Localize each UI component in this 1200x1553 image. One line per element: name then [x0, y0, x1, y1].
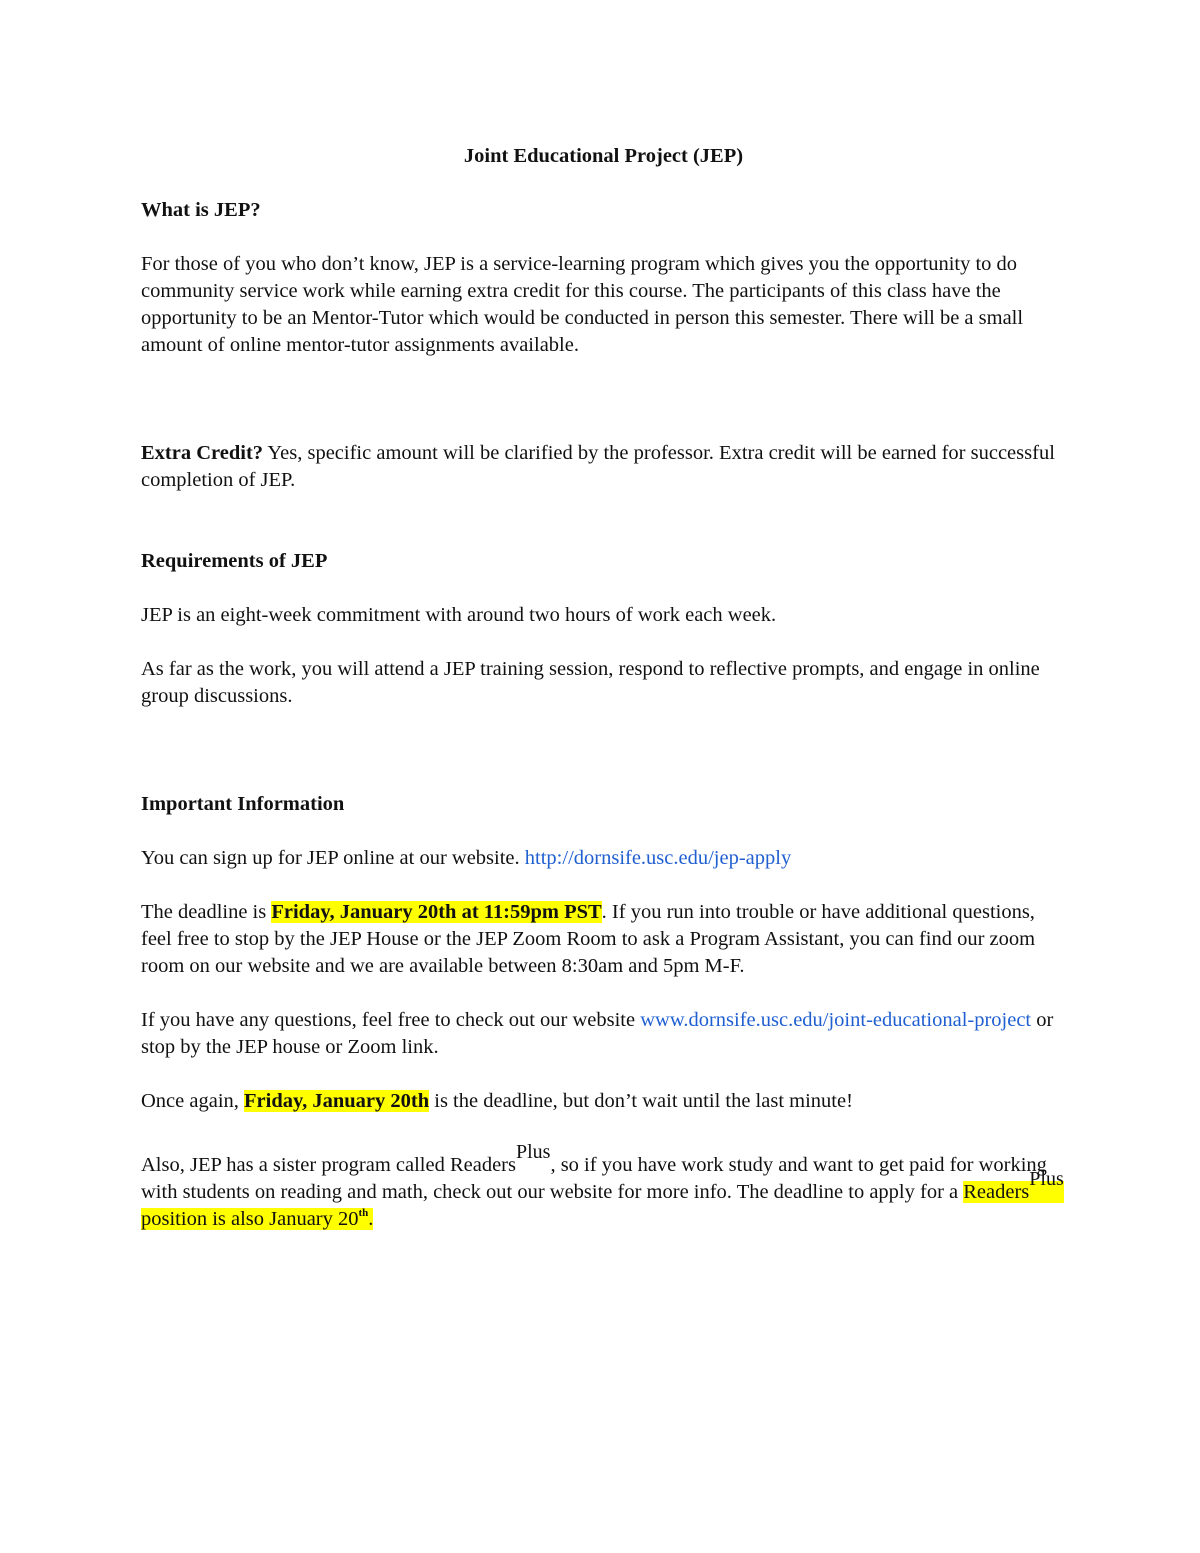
- jep-apply-link[interactable]: http://dornsife.usc.edu/jep-apply: [524, 847, 792, 869]
- extra-credit-label: Extra Credit?: [141, 442, 264, 464]
- paragraph-what-is-jep: For those of you who don’t know, JEP is a service-learning program which gives you the opportunity to do community service work while earning extra credit for this course. The participants of this class have the opportunity to be an Mentor-Tutor which would be conducted in person this semester. There will be a small amount of online mentor-tutor assignments available.: [141, 253, 1024, 356]
- extra-credit-body: Yes, specific amount will be clarified by the professor. Extra credit will be earned for successful completion of JEP.: [141, 442, 1055, 491]
- hl-th-superscript: th: [358, 1207, 369, 1219]
- again-highlight: Friday, January 20th: [244, 1090, 430, 1112]
- hl-rest: position is also January 20: [141, 1208, 359, 1230]
- paragraph-readers-plus: [141, 1141, 1066, 1233]
- again-prefix: Once again,: [141, 1090, 245, 1112]
- document-title: Joint Educational Project (JEP): [463, 145, 744, 167]
- paragraph-questions: [141, 1007, 1066, 1061]
- questions-suffix: or stop by the JEP house or Zoom link.: [141, 1009, 1054, 1058]
- heading-important-information: Important Information: [141, 793, 345, 815]
- document-page: [141, 143, 1066, 1233]
- paragraph-extra-credit: [141, 440, 1066, 494]
- paragraph-requirements-2: As far as the work, you will attend a JEP training session, respond to reflective prompts, and engage in online group discussions.: [141, 658, 1040, 707]
- also-prefix: Also, JEP has a sister program called Readers: [141, 1154, 516, 1176]
- paragraph-signup: [141, 845, 1066, 872]
- readers-plus-superscript: Plus: [515, 1141, 551, 1163]
- paragraph-deadline: [141, 899, 1066, 980]
- jep-website-link[interactable]: www.dornsife.usc.edu/joint-educational-project: [640, 1009, 1032, 1031]
- hl-end: .: [368, 1208, 374, 1230]
- deadline-highlight: Friday, January 20th at 11:59pm PST: [271, 901, 602, 923]
- heading-requirements: Requirements of JEP: [141, 550, 328, 572]
- paragraph-once-again: [141, 1088, 1066, 1115]
- deadline-prefix: The deadline is: [141, 901, 272, 923]
- hl-plus-superscript: Plus: [1029, 1168, 1064, 1190]
- paragraph-requirements-1: JEP is an eight-week commitment with around two hours of work each week.: [141, 604, 777, 626]
- hl-readers: Readers: [963, 1181, 1030, 1203]
- deadline-suffix: . If you run into trouble or have additional questions, feel free to stop by the JEP House or the JEP Zoom Room to ask a Program Assistant, you can find our zoom room on our website and we are available between 8:30am and 5pm M-F.: [141, 901, 1036, 977]
- signup-text: You can sign up for JEP online at our website.: [141, 847, 525, 869]
- heading-what-is-jep: What is JEP?: [141, 199, 261, 221]
- questions-prefix: If you have any questions, feel free to check out our website: [141, 1009, 641, 1031]
- also-middle: , so if you have work study and want to get paid for working with students on reading and math, check out our website for more info. The deadline to apply for a: [141, 1154, 1047, 1203]
- again-suffix: is the deadline, but don’t wait until the last minute!: [429, 1090, 853, 1112]
